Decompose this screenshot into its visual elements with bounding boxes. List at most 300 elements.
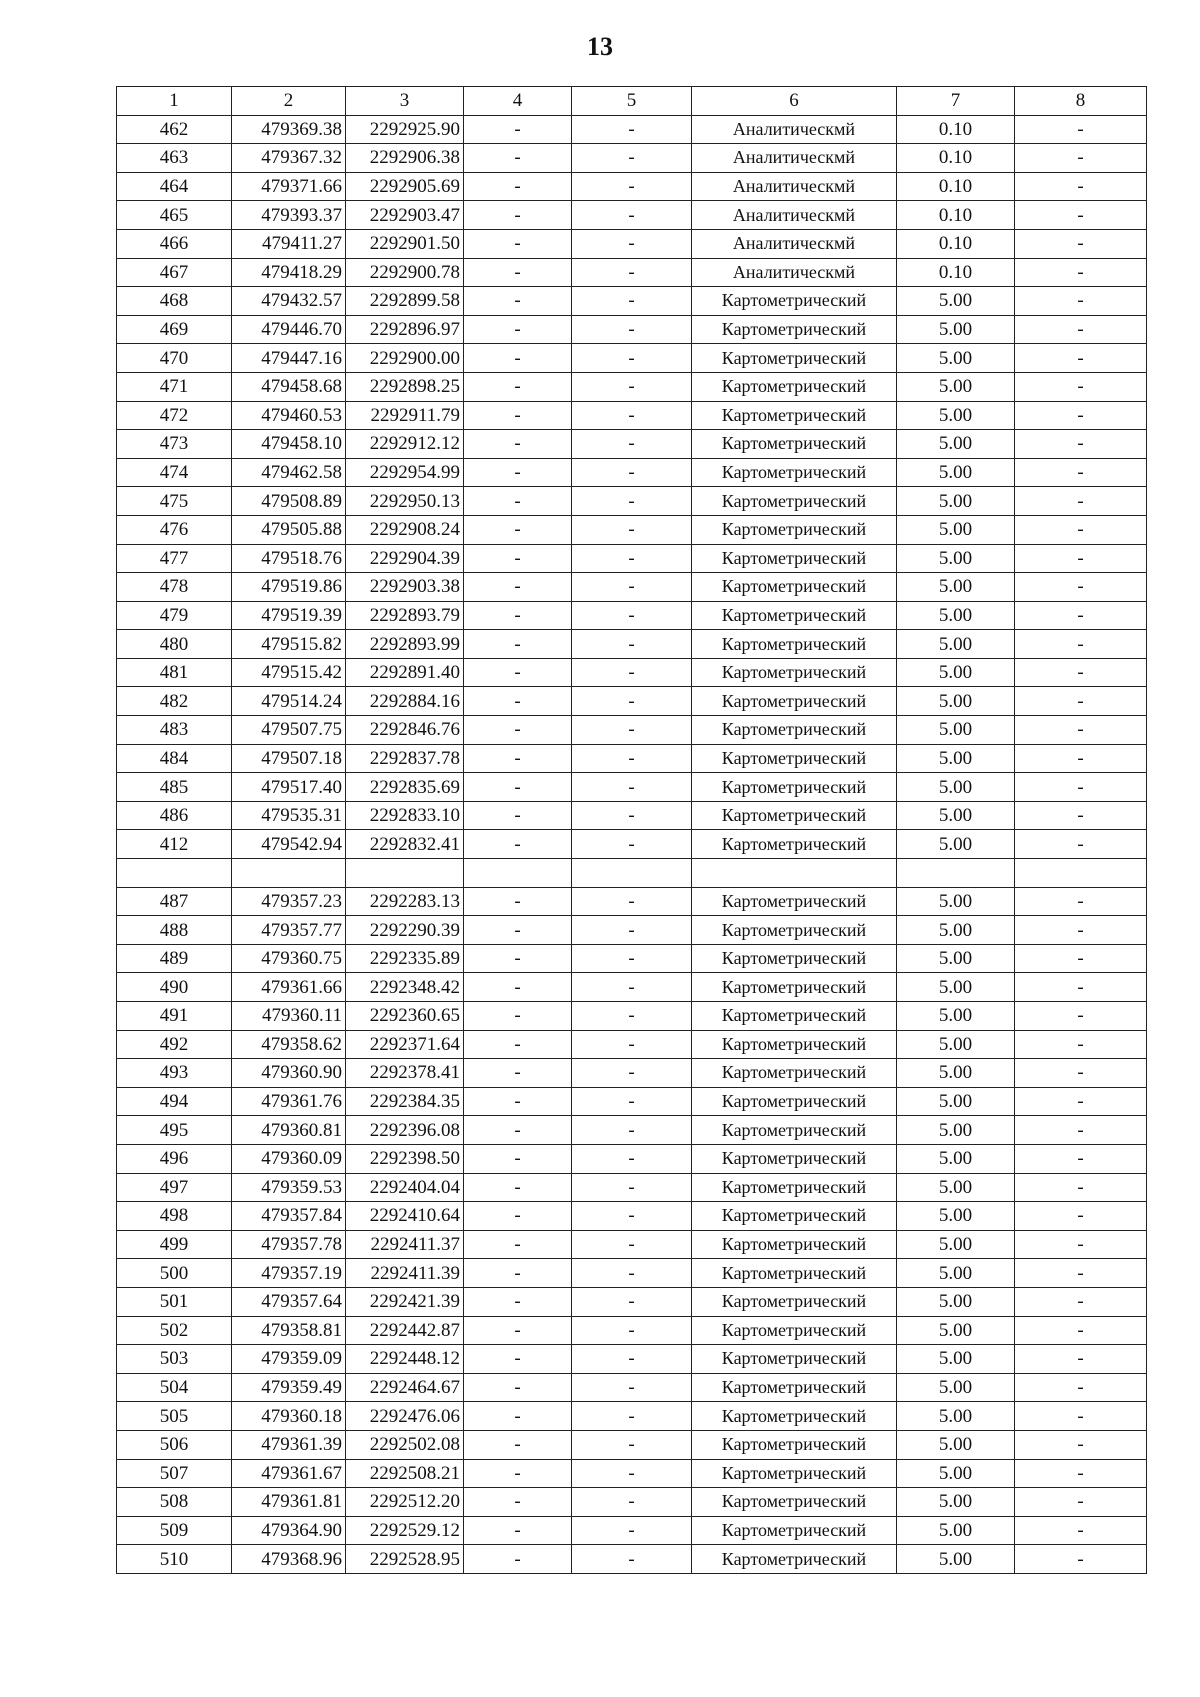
col-8-value-cell: - (1015, 1259, 1147, 1288)
col-4-value-cell: - (464, 716, 572, 745)
col-8-value-cell: - (1015, 144, 1147, 173)
col-5-value-cell: - (572, 601, 692, 630)
x-coordinate-cell: 479361.66 (232, 973, 346, 1002)
y-coordinate-cell: 2292911.79 (346, 401, 464, 430)
accuracy-cell: 5.00 (897, 1059, 1015, 1088)
y-coordinate-cell: 2292398.50 (346, 1144, 464, 1173)
y-coordinate-cell: 2292835.69 (346, 773, 464, 802)
y-coordinate-cell: 2292908.24 (346, 515, 464, 544)
table-row (117, 916, 1147, 945)
col-5-value-cell: - (572, 658, 692, 687)
x-coordinate-cell: 479460.53 (232, 401, 346, 430)
col-4-value-cell: - (464, 830, 572, 859)
col-5-value-cell: - (572, 430, 692, 459)
accuracy-cell: 5.00 (897, 544, 1015, 573)
method-cell: Картометрический (692, 1002, 897, 1031)
point-number-cell: 492 (117, 1030, 232, 1059)
accuracy-cell: 5.00 (897, 658, 1015, 687)
y-coordinate-cell: 2292290.39 (346, 916, 464, 945)
col-5-value-cell: - (572, 1230, 692, 1259)
y-coordinate-cell: 2292950.13 (346, 487, 464, 516)
method-cell: Картометрический (692, 1116, 897, 1145)
point-number-cell: 470 (117, 344, 232, 373)
col-4-value-cell: - (464, 1002, 572, 1031)
point-number-cell: 490 (117, 973, 232, 1002)
table-row (117, 1230, 1147, 1259)
method-cell: Картометрический (692, 1345, 897, 1374)
col-4-value-cell: - (464, 1516, 572, 1545)
y-coordinate-cell: 2292421.39 (346, 1287, 464, 1316)
table-row (117, 401, 1147, 430)
table-body (117, 87, 1147, 1574)
header-cell-3: 3 (346, 87, 464, 116)
col-5-value-cell: - (572, 916, 692, 945)
method-cell: Картометрический (692, 573, 897, 602)
point-number-cell: 465 (117, 201, 232, 230)
col-4-value-cell: - (464, 773, 572, 802)
col-8-value-cell: - (1015, 801, 1147, 830)
y-coordinate-cell: 2292899.58 (346, 287, 464, 316)
accuracy-cell: 5.00 (897, 601, 1015, 630)
col-8-value-cell: - (1015, 258, 1147, 287)
col-8-value-cell: - (1015, 401, 1147, 430)
point-number-cell: 497 (117, 1173, 232, 1202)
table-row (117, 172, 1147, 201)
col-8-value-cell: - (1015, 630, 1147, 659)
x-coordinate-cell: 479519.39 (232, 601, 346, 630)
col-5-value-cell: - (572, 687, 692, 716)
col-4-value-cell: - (464, 1230, 572, 1259)
point-number-cell: 486 (117, 801, 232, 830)
point-number-cell: 462 (117, 115, 232, 144)
x-coordinate-cell: 479359.53 (232, 1173, 346, 1202)
table-row (117, 630, 1147, 659)
method-cell: Картометрический (692, 1488, 897, 1517)
x-coordinate-cell: 479358.81 (232, 1316, 346, 1345)
accuracy-cell: 5.00 (897, 1116, 1015, 1145)
col-4-value-cell: - (464, 944, 572, 973)
table-row (117, 859, 1147, 888)
point-number-cell: 501 (117, 1287, 232, 1316)
col-4-value-cell: - (464, 1373, 572, 1402)
point-number-cell: 499 (117, 1230, 232, 1259)
method-cell: Картометрический (692, 830, 897, 859)
point-number-cell: 463 (117, 144, 232, 173)
table-row (117, 1545, 1147, 1574)
accuracy-cell: 5.00 (897, 1488, 1015, 1517)
col-5-value-cell: - (572, 201, 692, 230)
table-row (117, 144, 1147, 173)
accuracy-cell: 0.10 (897, 115, 1015, 144)
table-row (117, 1059, 1147, 1088)
accuracy-cell: 5.00 (897, 401, 1015, 430)
point-number-cell: 483 (117, 716, 232, 745)
method-cell: Картометрический (692, 1202, 897, 1231)
col-8-value-cell: - (1015, 201, 1147, 230)
x-coordinate-cell: 479360.11 (232, 1002, 346, 1031)
y-coordinate-cell: 2292832.41 (346, 830, 464, 859)
col-5-value-cell: - (572, 258, 692, 287)
accuracy-cell: 5.00 (897, 1230, 1015, 1259)
x-coordinate-cell: 479361.81 (232, 1488, 346, 1517)
x-coordinate-cell: 479542.94 (232, 830, 346, 859)
col-8-value-cell: - (1015, 887, 1147, 916)
col-5-value-cell: - (572, 801, 692, 830)
y-coordinate-cell: 2292410.64 (346, 1202, 464, 1231)
col-8-value-cell: - (1015, 458, 1147, 487)
point-number-cell: 482 (117, 687, 232, 716)
method-cell: Картометрический (692, 1287, 897, 1316)
point-number-cell: 491 (117, 1002, 232, 1031)
col-5-value-cell: - (572, 372, 692, 401)
method-cell: Картометрический (692, 744, 897, 773)
accuracy-cell: 0.10 (897, 172, 1015, 201)
col-8-value-cell: - (1015, 372, 1147, 401)
table-row (117, 1402, 1147, 1431)
method-cell: Картометрический (692, 430, 897, 459)
y-coordinate-cell: 2292508.21 (346, 1459, 464, 1488)
col-5-value-cell: - (572, 744, 692, 773)
col-8-value-cell: - (1015, 1488, 1147, 1517)
point-number-cell: 412 (117, 830, 232, 859)
col-8-value-cell: - (1015, 515, 1147, 544)
col-8-value-cell: - (1015, 716, 1147, 745)
point-number-cell: 464 (117, 172, 232, 201)
y-coordinate-cell: 2292335.89 (346, 944, 464, 973)
table-row (117, 487, 1147, 516)
y-coordinate-cell: 2292903.38 (346, 573, 464, 602)
y-coordinate-cell: 2292906.38 (346, 144, 464, 173)
method-cell: Картометрический (692, 1545, 897, 1574)
x-coordinate-cell: 479515.82 (232, 630, 346, 659)
x-coordinate-cell: 479535.31 (232, 801, 346, 830)
col-4-value-cell: - (464, 1345, 572, 1374)
method-cell: Картометрический (692, 687, 897, 716)
table-row (117, 1259, 1147, 1288)
x-coordinate-cell: 479458.10 (232, 430, 346, 459)
col-5-value-cell: - (572, 1259, 692, 1288)
accuracy-cell: 5.00 (897, 1345, 1015, 1374)
point-number-cell: 506 (117, 1430, 232, 1459)
accuracy-cell: 5.00 (897, 1259, 1015, 1288)
point-number-cell (117, 859, 232, 888)
col-4-value-cell: - (464, 1116, 572, 1145)
y-coordinate-cell: 2292912.12 (346, 430, 464, 459)
col-4-value-cell: - (464, 801, 572, 830)
x-coordinate-cell: 479507.75 (232, 716, 346, 745)
x-coordinate-cell: 479517.40 (232, 773, 346, 802)
col-5-value-cell: - (572, 115, 692, 144)
y-coordinate-cell: 2292904.39 (346, 544, 464, 573)
table-row (117, 687, 1147, 716)
col-8-value-cell: - (1015, 658, 1147, 687)
col-5-value-cell: - (572, 1373, 692, 1402)
col-4-value-cell: - (464, 1287, 572, 1316)
col-5-value-cell: - (572, 544, 692, 573)
table-row (117, 1173, 1147, 1202)
point-number-cell: 479 (117, 601, 232, 630)
x-coordinate-cell: 479357.64 (232, 1287, 346, 1316)
y-coordinate-cell: 2292891.40 (346, 658, 464, 687)
table-row (117, 973, 1147, 1002)
accuracy-cell: 5.00 (897, 1516, 1015, 1545)
method-cell (692, 859, 897, 888)
method-cell: Картометрический (692, 1230, 897, 1259)
method-cell: Картометрический (692, 1144, 897, 1173)
page-number: 13 (587, 32, 613, 61)
table-row (117, 544, 1147, 573)
col-4-value-cell: - (464, 887, 572, 916)
table-row (117, 1202, 1147, 1231)
col-8-value-cell: - (1015, 1087, 1147, 1116)
y-coordinate-cell: 2292903.47 (346, 201, 464, 230)
y-coordinate-cell: 2292901.50 (346, 229, 464, 258)
y-coordinate-cell: 2292846.76 (346, 716, 464, 745)
y-coordinate-cell: 2292442.87 (346, 1316, 464, 1345)
table-row (117, 573, 1147, 602)
point-number-cell: 489 (117, 944, 232, 973)
col-5-value-cell: - (572, 573, 692, 602)
point-number-cell: 472 (117, 401, 232, 430)
col-8-value-cell: - (1015, 172, 1147, 201)
col-4-value-cell: - (464, 1459, 572, 1488)
table-row (117, 115, 1147, 144)
point-number-cell: 494 (117, 1087, 232, 1116)
col-5-value-cell: - (572, 630, 692, 659)
point-number-cell: 471 (117, 372, 232, 401)
point-number-cell: 477 (117, 544, 232, 573)
header-cell-5: 5 (572, 87, 692, 116)
point-number-cell: 510 (117, 1545, 232, 1574)
y-coordinate-cell: 2292371.64 (346, 1030, 464, 1059)
x-coordinate-cell: 479432.57 (232, 287, 346, 316)
accuracy-cell: 5.00 (897, 973, 1015, 1002)
method-cell: Картометрический (692, 716, 897, 745)
point-number-cell: 502 (117, 1316, 232, 1345)
col-8-value-cell: - (1015, 315, 1147, 344)
method-cell: Картометрический (692, 401, 897, 430)
table-row (117, 658, 1147, 687)
accuracy-cell: 5.00 (897, 430, 1015, 459)
table-row (117, 372, 1147, 401)
col-5-value-cell: - (572, 1345, 692, 1374)
col-5-value-cell: - (572, 1430, 692, 1459)
col-8-value-cell: - (1015, 1002, 1147, 1031)
point-number-cell: 475 (117, 487, 232, 516)
point-number-cell: 474 (117, 458, 232, 487)
table-row (117, 515, 1147, 544)
col-8-value-cell: - (1015, 1402, 1147, 1431)
method-cell: Картометрический (692, 1259, 897, 1288)
table-row (117, 1116, 1147, 1145)
header-cell-1: 1 (117, 87, 232, 116)
accuracy-cell: 5.00 (897, 916, 1015, 945)
col-8-value-cell: - (1015, 1230, 1147, 1259)
x-coordinate-cell: 479357.77 (232, 916, 346, 945)
x-coordinate-cell: 479360.81 (232, 1116, 346, 1145)
table-row (117, 258, 1147, 287)
table-row (117, 1087, 1147, 1116)
col-4-value-cell: - (464, 1545, 572, 1574)
y-coordinate-cell: 2292954.99 (346, 458, 464, 487)
col-4-value-cell: - (464, 1259, 572, 1288)
col-8-value-cell: - (1015, 1316, 1147, 1345)
table-row (117, 1373, 1147, 1402)
col-8-value-cell: - (1015, 1030, 1147, 1059)
col-8-value-cell: - (1015, 229, 1147, 258)
col-5-value-cell: - (572, 1545, 692, 1574)
point-number-cell: 498 (117, 1202, 232, 1231)
table-row (117, 601, 1147, 630)
col-4-value-cell: - (464, 916, 572, 945)
header-cell-4: 4 (464, 87, 572, 116)
method-cell: Картометрический (692, 287, 897, 316)
col-8-value-cell: - (1015, 773, 1147, 802)
x-coordinate-cell: 479358.62 (232, 1030, 346, 1059)
x-coordinate-cell: 479357.19 (232, 1259, 346, 1288)
col-4-value-cell: - (464, 687, 572, 716)
col-5-value-cell: - (572, 887, 692, 916)
col-8-value-cell: - (1015, 487, 1147, 516)
method-cell: Картометрический (692, 544, 897, 573)
accuracy-cell: 5.00 (897, 487, 1015, 516)
header-row (117, 87, 1147, 116)
method-cell: Картометрический (692, 372, 897, 401)
method-cell: Картометрический (692, 1087, 897, 1116)
col-4-value-cell: - (464, 1488, 572, 1517)
point-number-cell: 468 (117, 287, 232, 316)
accuracy-cell: 5.00 (897, 1459, 1015, 1488)
col-8-value-cell: - (1015, 973, 1147, 1002)
col-4-value-cell: - (464, 573, 572, 602)
col-5-value-cell: - (572, 287, 692, 316)
accuracy-cell: 5.00 (897, 515, 1015, 544)
col-4-value-cell: - (464, 287, 572, 316)
method-cell: Аналитическмй (692, 201, 897, 230)
point-number-cell: 508 (117, 1488, 232, 1517)
y-coordinate-cell: 2292348.42 (346, 973, 464, 1002)
col-4-value-cell: - (464, 973, 572, 1002)
accuracy-cell: 5.00 (897, 1287, 1015, 1316)
col-8-value-cell: - (1015, 1173, 1147, 1202)
col-4-value-cell: - (464, 515, 572, 544)
col-5-value-cell: - (572, 229, 692, 258)
method-cell: Аналитическмй (692, 115, 897, 144)
accuracy-cell: 5.00 (897, 1402, 1015, 1431)
method-cell: Картометрический (692, 487, 897, 516)
y-coordinate-cell: 2292925.90 (346, 115, 464, 144)
y-coordinate-cell: 2292837.78 (346, 744, 464, 773)
y-coordinate-cell: 2292360.65 (346, 1002, 464, 1031)
col-5-value-cell: - (572, 1087, 692, 1116)
point-number-cell: 500 (117, 1259, 232, 1288)
accuracy-cell: 5.00 (897, 744, 1015, 773)
col-4-value-cell: - (464, 458, 572, 487)
point-number-cell: 496 (117, 1144, 232, 1173)
x-coordinate-cell: 479360.18 (232, 1402, 346, 1431)
x-coordinate-cell: 479508.89 (232, 487, 346, 516)
table-row (117, 1345, 1147, 1374)
y-coordinate-cell: 2292411.37 (346, 1230, 464, 1259)
col-5-value-cell: - (572, 1202, 692, 1231)
x-coordinate-cell: 479360.09 (232, 1144, 346, 1173)
col-4-value-cell: - (464, 344, 572, 373)
col-8-value-cell: - (1015, 573, 1147, 602)
col-8-value-cell (1015, 859, 1147, 888)
col-5-value-cell: - (572, 315, 692, 344)
table-row (117, 1002, 1147, 1031)
col-5-value-cell: - (572, 1173, 692, 1202)
accuracy-cell: 5.00 (897, 887, 1015, 916)
point-number-cell: 493 (117, 1059, 232, 1088)
y-coordinate-cell: 2292529.12 (346, 1516, 464, 1545)
col-5-value-cell: - (572, 1030, 692, 1059)
y-coordinate-cell: 2292502.08 (346, 1430, 464, 1459)
col-8-value-cell: - (1015, 1287, 1147, 1316)
col-4-value-cell: - (464, 1030, 572, 1059)
col-4-value-cell: - (464, 372, 572, 401)
y-coordinate-cell: 2292898.25 (346, 372, 464, 401)
x-coordinate-cell: 479514.24 (232, 687, 346, 716)
x-coordinate-cell: 479393.37 (232, 201, 346, 230)
point-number-cell: 480 (117, 630, 232, 659)
col-5-value-cell: - (572, 1316, 692, 1345)
table-row (117, 830, 1147, 859)
x-coordinate-cell: 479361.39 (232, 1430, 346, 1459)
table-row (117, 287, 1147, 316)
table-row (117, 430, 1147, 459)
col-5-value-cell: - (572, 1488, 692, 1517)
table-row (117, 458, 1147, 487)
col-5-value-cell: - (572, 401, 692, 430)
method-cell: Аналитическмй (692, 229, 897, 258)
header-cell-6: 6 (692, 87, 897, 116)
col-8-value-cell: - (1015, 544, 1147, 573)
accuracy-cell: 5.00 (897, 1002, 1015, 1031)
col-4-value-cell: - (464, 544, 572, 573)
y-coordinate-cell: 2292900.00 (346, 344, 464, 373)
accuracy-cell: 0.10 (897, 201, 1015, 230)
col-4-value-cell: - (464, 1144, 572, 1173)
x-coordinate-cell: 479519.86 (232, 573, 346, 602)
y-coordinate-cell: 2292884.16 (346, 687, 464, 716)
col-8-value-cell: - (1015, 1202, 1147, 1231)
col-4-value-cell: - (464, 1059, 572, 1088)
table-row (117, 887, 1147, 916)
accuracy-cell: 0.10 (897, 229, 1015, 258)
point-number-cell: 476 (117, 515, 232, 544)
method-cell: Аналитическмй (692, 258, 897, 287)
table-row (117, 229, 1147, 258)
y-coordinate-cell: 2292378.41 (346, 1059, 464, 1088)
col-5-value-cell: - (572, 344, 692, 373)
accuracy-cell: 5.00 (897, 573, 1015, 602)
table-row (117, 944, 1147, 973)
point-number-cell: 495 (117, 1116, 232, 1145)
col-8-value-cell: - (1015, 1545, 1147, 1574)
x-coordinate-cell: 479462.58 (232, 458, 346, 487)
method-cell: Картометрический (692, 1373, 897, 1402)
accuracy-cell: 0.10 (897, 258, 1015, 287)
x-coordinate-cell: 479446.70 (232, 315, 346, 344)
col-5-value-cell: - (572, 1002, 692, 1031)
x-coordinate-cell: 479367.32 (232, 144, 346, 173)
method-cell: Картометрический (692, 630, 897, 659)
col-4-value-cell: - (464, 601, 572, 630)
col-4-value-cell: - (464, 630, 572, 659)
header-cell-7: 7 (897, 87, 1015, 116)
col-8-value-cell: - (1015, 1516, 1147, 1545)
